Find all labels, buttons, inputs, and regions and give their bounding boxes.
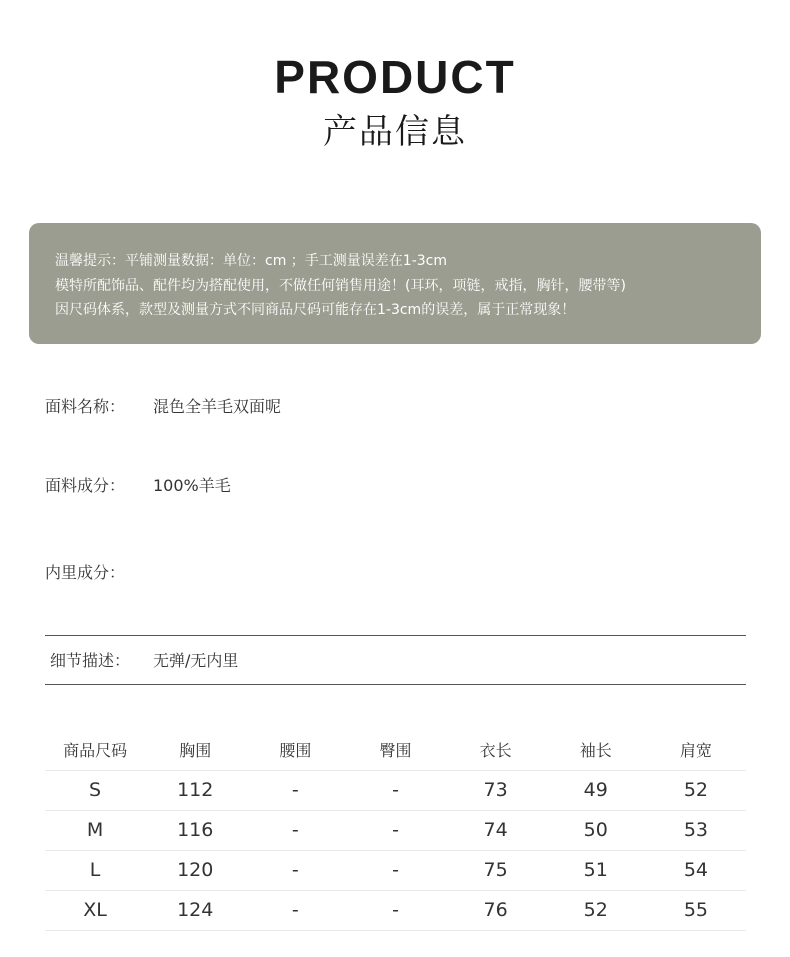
spec-fabric-name-label: 面料名称： [45, 397, 126, 416]
table-row [45, 810, 746, 850]
header-waist: 腰围 [245, 730, 345, 770]
header-size: 商品尺码 [45, 730, 145, 770]
table-cell: 120 [145, 850, 245, 890]
table-cell: 73 [446, 770, 546, 810]
table-cell: - [245, 770, 345, 810]
table-row [45, 770, 746, 810]
table-cell: XL [45, 890, 145, 930]
spec-fabric-composition-label: 面料成分： [45, 476, 126, 495]
table-cell: L [45, 850, 145, 890]
divider-top [45, 635, 746, 636]
notice-line-size-error: 因尺码体系，款型及测量方式不同商品尺码可能存在1-3cm的误差，属于正常现象！ [55, 302, 576, 318]
table-cell: - [345, 810, 445, 850]
table-cell: 55 [646, 890, 746, 930]
table-cell: S [45, 770, 145, 810]
notice-line-accessories: 模特所配饰品、配件均为搭配使用，不做任何销售用途！(耳环，项链，戒指，胸针，腰带等) [55, 277, 626, 294]
table-cell: 51 [546, 850, 646, 890]
spec-details-label: 细节描述： [50, 651, 131, 670]
page-title-chinese: 产品信息 [323, 112, 467, 152]
table-cell: - [345, 890, 445, 930]
table-cell: 49 [546, 770, 646, 810]
notice-box [29, 223, 761, 344]
page-title-english: PRODUCT [274, 51, 516, 103]
notice-line-measurement: 温馨提示：平铺测量数据：单位：cm ；手工测量误差在1-3cm [55, 253, 447, 269]
divider-bottom [45, 684, 746, 685]
table-cell: 53 [646, 810, 746, 850]
table-cell: - [245, 850, 345, 890]
spec-lining-composition [45, 560, 153, 583]
spec-fabric-name [45, 394, 281, 417]
header-shoulder: 肩宽 [646, 730, 746, 770]
header-chest: 胸围 [145, 730, 245, 770]
table-cell: - [345, 850, 445, 890]
table-cell: 112 [145, 770, 245, 810]
spec-lining-composition-label: 内里成分： [45, 563, 126, 582]
table-row [45, 850, 746, 890]
size-table-header-row [45, 730, 746, 770]
table-cell: M [45, 810, 145, 850]
spec-details-value: 无弹/无内里 [153, 651, 239, 670]
header-length: 衣长 [446, 730, 546, 770]
table-cell: - [245, 890, 345, 930]
table-cell: 52 [546, 890, 646, 930]
spec-fabric-name-value: 混色全羊毛双面呢 [153, 397, 282, 416]
spec-details [50, 648, 238, 671]
table-cell: 50 [546, 810, 646, 850]
table-cell: 75 [446, 850, 546, 890]
table-cell: 76 [446, 890, 546, 930]
table-cell: 54 [646, 850, 746, 890]
table-cell: 116 [145, 810, 245, 850]
spec-fabric-composition [45, 473, 231, 496]
table-cell: - [245, 810, 345, 850]
size-table [45, 730, 746, 931]
header-sleeve: 袖长 [546, 730, 646, 770]
table-cell: 124 [145, 890, 245, 930]
table-cell: 74 [446, 810, 546, 850]
table-row [45, 890, 746, 930]
spec-fabric-composition-value: 100%羊毛 [153, 476, 231, 495]
header-hip: 臀围 [345, 730, 445, 770]
table-cell: - [345, 770, 445, 810]
table-cell: 52 [646, 770, 746, 810]
